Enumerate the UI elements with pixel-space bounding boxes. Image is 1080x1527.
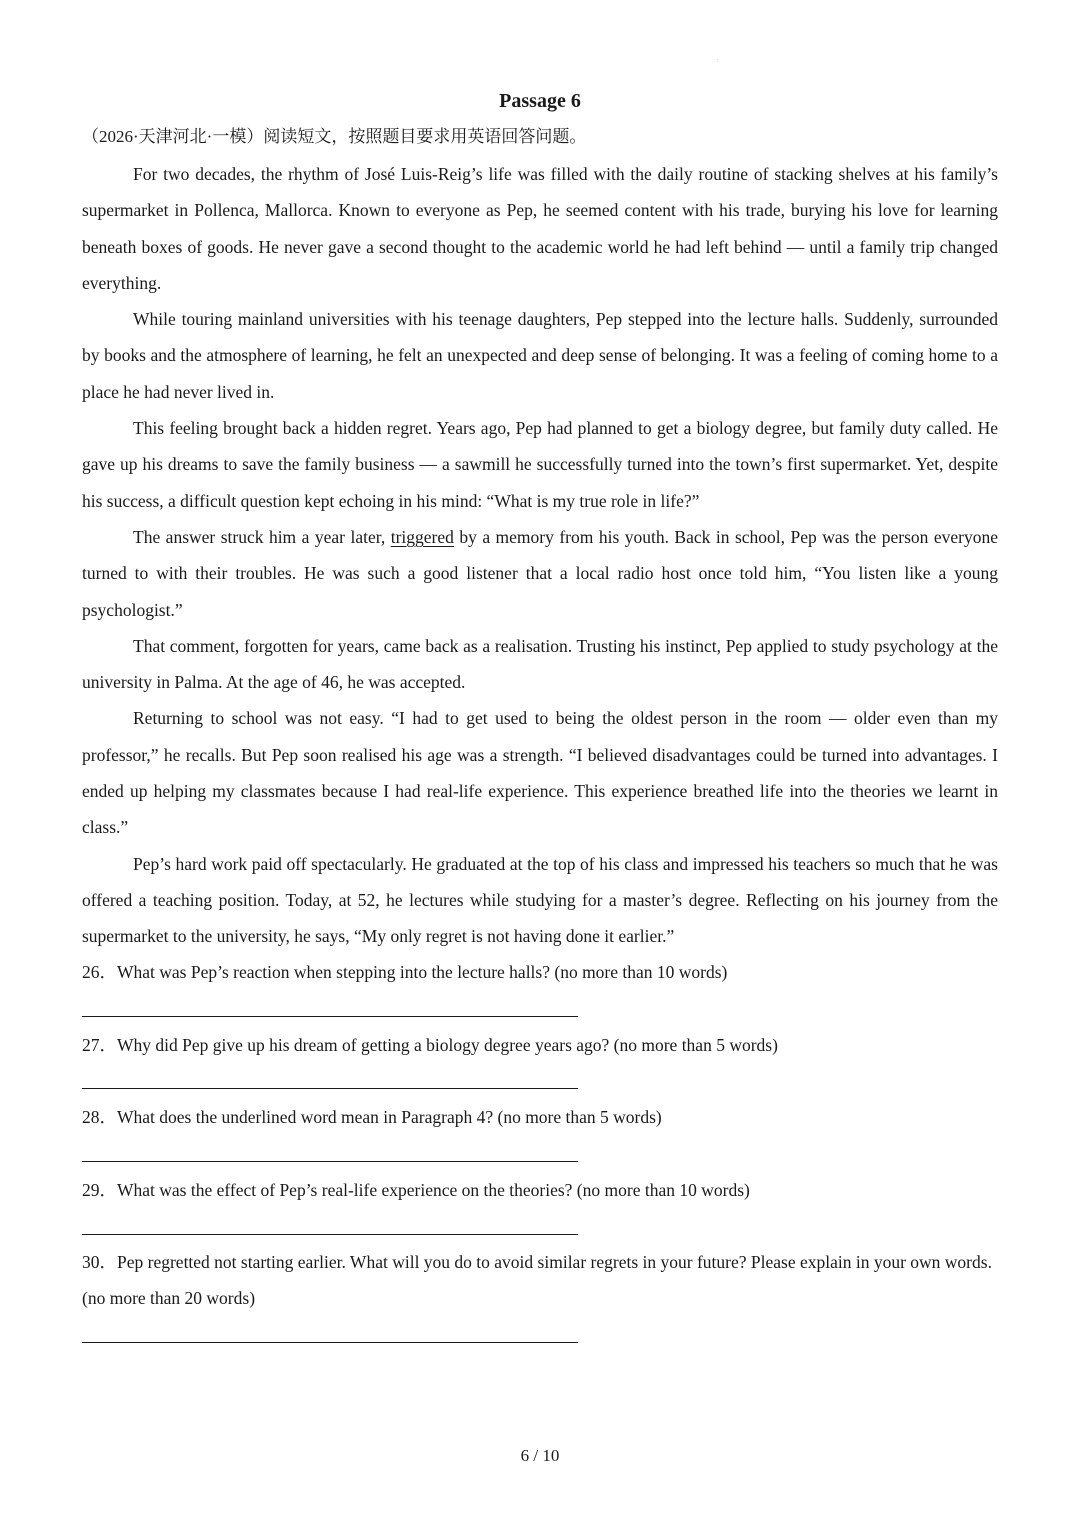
answer-line-28[interactable] bbox=[82, 1161, 578, 1162]
question-28 bbox=[82, 1099, 998, 1135]
question-26 bbox=[82, 954, 998, 990]
page-number: 6 / 10 bbox=[520, 1446, 560, 1465]
paragraph-4-end: by a memory from his youth. Back in school, Pep was the person everyone turned to with their troubles. He was such a good listener that a local radio host once told him, “You listen like a young psychologist.” bbox=[82, 526, 998, 620]
answer-line-29[interactable] bbox=[82, 1234, 578, 1235]
question-number: 26． bbox=[82, 962, 117, 982]
page-title: Passage 6 bbox=[499, 90, 581, 112]
paragraph-1: For two decades, the rhythm of José Luis-Reig’s life was filled with the daily routine of stacking shelves at his family’s supermarket in Pollenca, Mallorca. Known to everyone as Pep, he seemed content with his trade, burying his love for learning beneath boxes of goods. He never gave a second thought to the academic world he had left behind — until a family trip changed everything. bbox=[82, 164, 998, 293]
underlined-word: triggered bbox=[390, 526, 454, 547]
paragraph-7: Pep’s hard work paid off spectacularly. He graduated at the top of his class and impressed his teachers so much that he was offered a teaching position. Today, at 52, he lectures while studying for a master’s degree. Reflecting on his journey from the supermarket to the university, he says, “My only regret is not having done it earlier.” bbox=[82, 853, 998, 947]
question-number: 28． bbox=[82, 1107, 117, 1127]
paragraph-6: Returning to school was not easy. “I had to get used to being the oldest person in the room — older even than my professor,” he recalls. But Pep soon realised his age was a strength. “I believed disadvantages could be turned into advantages. I ended up helping my classmates because I had real-life experience. This experience breathed life into the theories we learnt in class.” bbox=[82, 708, 998, 838]
answer-line-26[interactable] bbox=[82, 1016, 578, 1017]
question-text: Pep regretted not starting earlier. What will you do to avoid similar regrets in your future? Please explain in your own words. (no more than 20 words) bbox=[82, 1252, 992, 1309]
answer-line-27[interactable] bbox=[82, 1088, 578, 1089]
reading-passage bbox=[82, 156, 998, 955]
paragraph-4 bbox=[82, 519, 998, 628]
question-text: What does the underlined word mean in Paragraph 4? (no more than 5 words) bbox=[117, 1107, 662, 1127]
question-number: 27． bbox=[82, 1035, 117, 1055]
exam-source-instruction: （2026·天津河北·一模）阅读短文，按照题目要求用英语回答问题。 bbox=[82, 127, 587, 146]
question-number: 30． bbox=[82, 1252, 117, 1272]
paragraph-3: This feeling brought back a hidden regret. Years ago, Pep had planned to get a biology degree, but family duty called. He gave up his dreams to save the family business — a sawmill he successfully turned into the town’s first supermarket. Yet, despite his success, a difficult question kept echoing in his mind: “What is my true role in life?” bbox=[82, 418, 998, 511]
answer-line-30[interactable] bbox=[82, 1342, 578, 1343]
question-text: What was the effect of Pep’s real-life experience on the theories? (no more than 10 words) bbox=[117, 1180, 750, 1200]
scan-mark: : bbox=[717, 58, 719, 64]
question-29 bbox=[82, 1172, 998, 1208]
question-30 bbox=[82, 1244, 998, 1317]
question-text: Why did Pep give up his dream of getting a biology degree years ago? (no more than 5 words) bbox=[117, 1035, 778, 1055]
paragraph-2: While touring mainland universities with his teenage daughters, Pep stepped into the lecture halls. Suddenly, surrounded by books and the atmosphere of learning, he felt an unexpected and deep sense of belonging. It was a feeling of coming home to a place he had never lived in. bbox=[82, 309, 998, 402]
question-27 bbox=[82, 1027, 998, 1063]
paragraph-4-start: The answer struck him a year later, bbox=[133, 526, 391, 547]
paragraph-5: That comment, forgotten for years, came back as a realisation. Trusting his instinct, Pep applied to study psychology at the university in Palma. At the age of 46, he was accepted. bbox=[82, 635, 998, 693]
question-text: What was Pep’s reaction when stepping into the lecture halls? (no more than 10 words) bbox=[117, 962, 728, 982]
question-number: 29． bbox=[82, 1180, 117, 1200]
